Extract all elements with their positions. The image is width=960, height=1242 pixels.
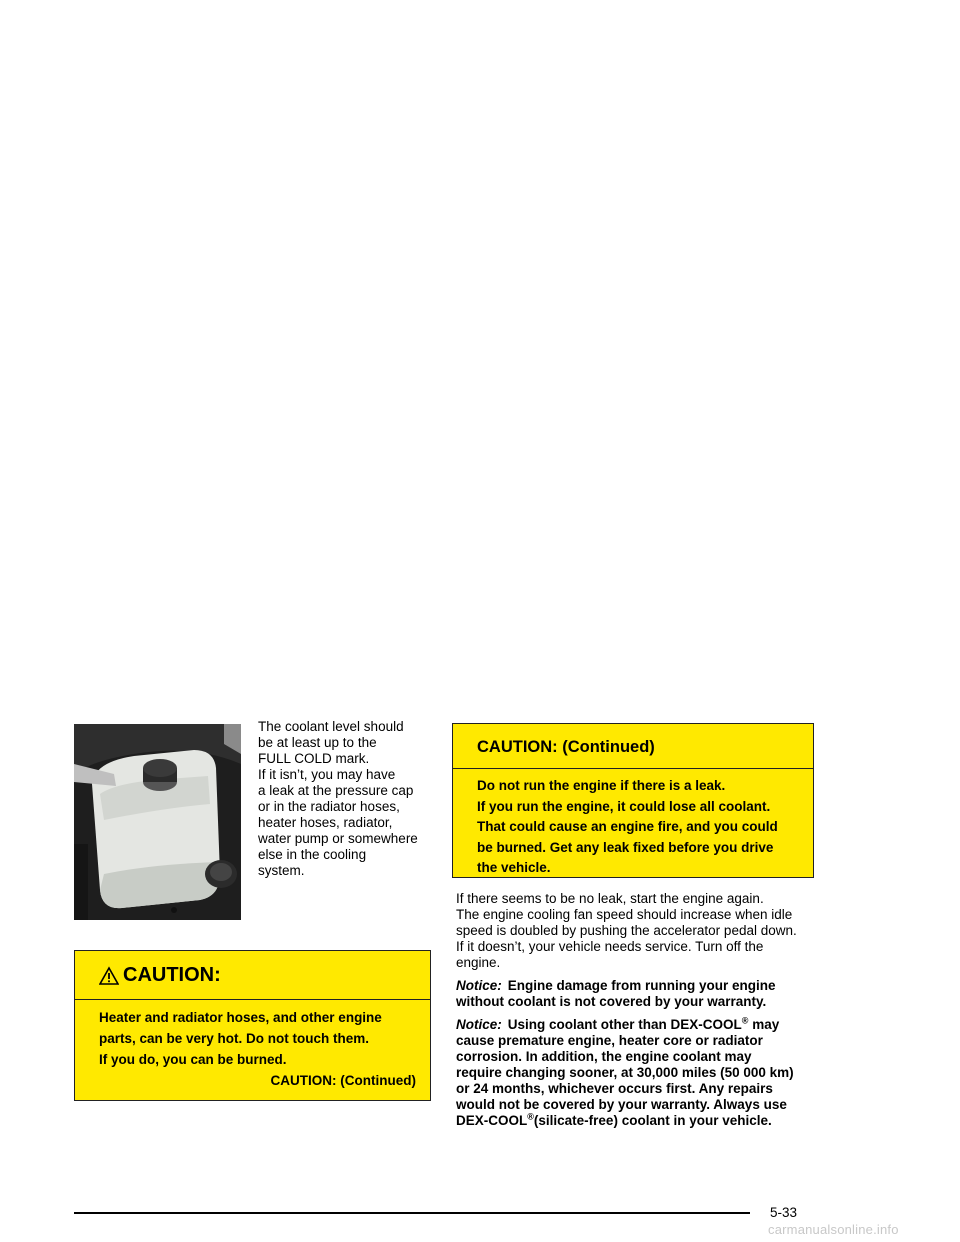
notice-line: DEX-COOL xyxy=(456,1113,528,1128)
caution-text xyxy=(477,776,799,879)
intro-line: If it isn’t, you may have xyxy=(258,767,396,782)
notice-line: without coolant is not covered by your warranty. xyxy=(456,994,767,1009)
notice-line: may xyxy=(752,1017,780,1032)
body-line: speed is doubled by pushing the accelerator pedal down. xyxy=(456,923,797,938)
caution-continued-label: CAUTION: (Continued) xyxy=(270,1073,416,1088)
warning-triangle-icon xyxy=(99,966,119,986)
notice-coolant-warranty xyxy=(456,978,826,1010)
caution-divider xyxy=(453,768,813,769)
notice-label: Notice: xyxy=(456,978,502,993)
caution-line: If you run the engine, it could lose all coolant. xyxy=(477,798,771,814)
notice-line: Using coolant other than DEX-COOL xyxy=(507,1017,742,1032)
intro-line: system. xyxy=(258,863,305,878)
caution-line: Heater and radiator hoses, and other engine xyxy=(99,1010,382,1025)
caution-heading xyxy=(99,964,221,987)
caution-line: If you do, you can be burned. xyxy=(99,1052,287,1067)
notice-line: cause premature engine, heater core or radiator xyxy=(456,1033,763,1048)
notice-dex-cool xyxy=(456,1017,826,1129)
caution-box-hot-parts xyxy=(74,950,431,1101)
notice-line: (silicate-free) coolant in your vehicle. xyxy=(533,1113,772,1128)
coolant-reservoir-photo xyxy=(74,724,241,920)
coolant-reservoir-illustration xyxy=(74,724,241,920)
registered-mark: ® xyxy=(527,1111,534,1122)
notice-line: Engine damage from running your engine xyxy=(507,978,776,993)
intro-line: be at least up to the xyxy=(258,735,377,750)
intro-line: else in the cooling xyxy=(258,847,367,862)
caution-heading xyxy=(477,738,655,757)
caution-line: parts, can be very hot. Do not touch them. xyxy=(99,1031,370,1046)
right-column-text xyxy=(456,891,826,1129)
intro-line: The coolant level should xyxy=(258,719,404,734)
caution-line: the vehicle. xyxy=(477,860,551,875)
notice-line: require changing sooner, at 30,000 miles (50 000 km) xyxy=(456,1065,794,1080)
notice-label: Notice: xyxy=(456,1017,502,1032)
intro-line: or in the radiator hoses, xyxy=(258,799,400,814)
caution-title: CAUTION: (Continued) xyxy=(477,738,655,756)
watermark-text: carmanualsonline.info xyxy=(768,1222,899,1237)
caution-line: be burned. Get any leak fixed before you drive xyxy=(477,839,774,855)
caution-line: That could cause an engine fire, and you could xyxy=(477,819,778,834)
footer-rule xyxy=(74,1212,750,1214)
intro-line: FULL COLD mark. xyxy=(258,751,370,766)
notice-line: corrosion. In addition, the engine coolant may xyxy=(456,1049,752,1064)
caution-divider xyxy=(75,999,430,1000)
body-line: If there seems to be no leak, start the engine again. xyxy=(456,891,764,906)
registered-mark: ® xyxy=(741,1015,749,1026)
intro-line: heater hoses, radiator, xyxy=(258,815,393,830)
notice-line: would not be covered by your warranty. Always use xyxy=(456,1097,787,1112)
intro-line: water pump or somewhere xyxy=(258,831,418,846)
caution-title: CAUTION: xyxy=(123,964,221,986)
body-line: If it doesn’t, your vehicle needs service. Turn off the xyxy=(456,939,764,954)
intro-paragraph xyxy=(258,719,433,879)
body-line: The engine cooling fan speed should increase when idle xyxy=(456,907,793,922)
caution-text xyxy=(99,1007,416,1091)
intro-line: a leak at the pressure cap xyxy=(258,783,414,798)
notice-line: or 24 months, whichever occurs first. Any repairs xyxy=(456,1081,773,1096)
caution-line: Do not run the engine if there is a leak. xyxy=(477,778,726,793)
caution-box-continued xyxy=(452,723,814,878)
body-line: engine. xyxy=(456,955,501,970)
page-number: 5-33 xyxy=(770,1205,798,1220)
